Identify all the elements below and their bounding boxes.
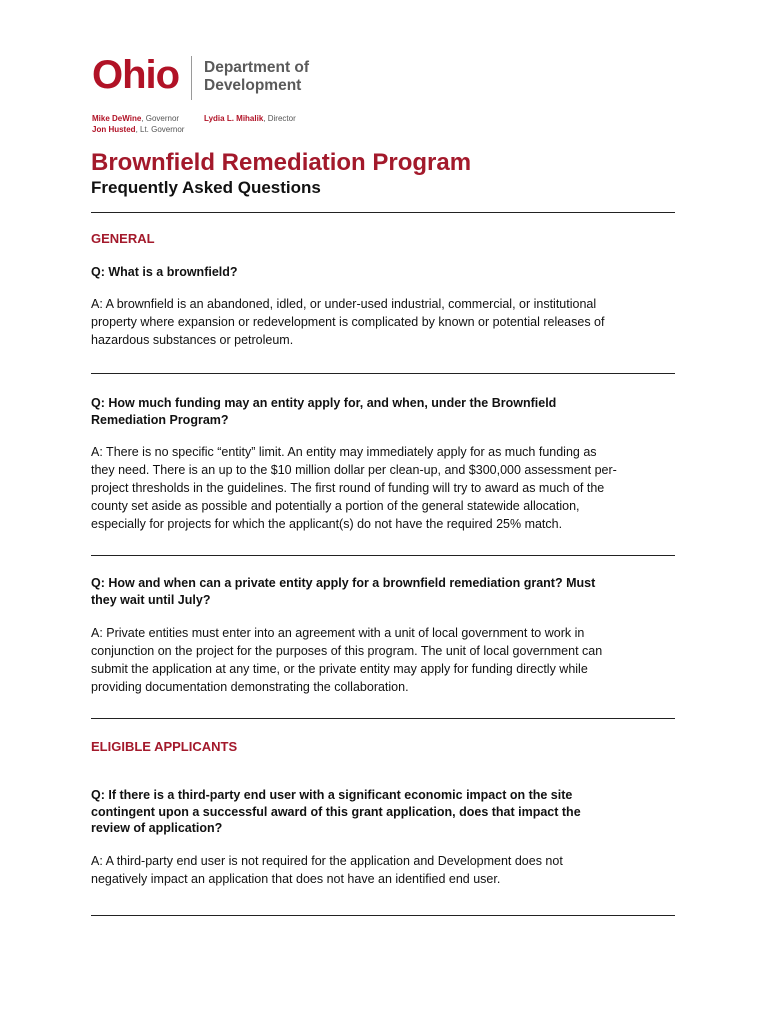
document-subtitle: Frequently Asked Questions xyxy=(91,178,321,197)
question-line: Q: How and when can a private entity apply for a brownfield remediation grant? Must xyxy=(91,576,596,590)
faq-question xyxy=(91,264,681,281)
answer-line: A: A third-party end user is not required for the application and Development does not xyxy=(91,854,563,868)
divider-rule xyxy=(91,212,675,213)
department-name xyxy=(204,59,384,95)
section-heading-eligible-applicants: ELIGIBLE APPLICANTS xyxy=(91,739,238,754)
question-line: review of application? xyxy=(91,821,223,835)
answer-line: A: There is no specific “entity” limit. An entity may immediately apply for as much funding as xyxy=(91,445,597,459)
answer-line: county set aside as possible and potentially a portion of the general statewide allocation, xyxy=(91,499,580,513)
answer-line: project thresholds in the guidelines. The first round of funding will try to award as much of the xyxy=(91,481,605,495)
answer-line: submit the application at any time, or the private entity may apply for funding directly while xyxy=(91,662,588,676)
director-title: , Director xyxy=(263,114,296,123)
answer-line: A: Private entities must enter into an agreement with a unit of local government to work in xyxy=(91,626,585,640)
lt-governor-name: Jon Husted xyxy=(92,125,136,134)
faq-question xyxy=(91,575,681,608)
department-name-line-1: Department of xyxy=(204,59,310,76)
answer-line: property where expansion or redevelopment is complicated by known or potential releases of xyxy=(91,315,605,329)
answer-line: hazardous substances or petroleum. xyxy=(91,333,294,347)
question-line: Q: How much funding may an entity apply for, and when, under the Brownfield xyxy=(91,396,557,410)
director-line xyxy=(204,113,296,124)
divider-rule xyxy=(91,373,675,374)
faq-answer xyxy=(91,852,681,888)
answer-line: negatively impact an application that does not have an identified end user. xyxy=(91,872,501,886)
ohio-logo-wordmark: Ohio xyxy=(92,53,180,97)
faq-question xyxy=(91,395,681,428)
answer-line: especially for projects for which the applicant(s) do not have the required 25% match. xyxy=(91,517,563,531)
answer-line: they need. There is an up to the $10 million dollar per clean-up, and $300,000 assessment per- xyxy=(91,463,617,477)
ohio-development-logo xyxy=(92,52,392,142)
answer-line: A: A brownfield is an abandoned, idled, or under-used industrial, commercial, or institutional xyxy=(91,297,597,311)
governor-line xyxy=(92,113,184,124)
answer-line: conjunction on the project for the purposes of this program. The unit of local government can xyxy=(91,644,603,658)
faq-answer xyxy=(91,624,681,696)
faq-question xyxy=(91,787,681,837)
director-name: Lydia L. Mihalik xyxy=(204,114,264,123)
question-line: Remediation Program? xyxy=(91,412,229,427)
department-name-line-2: Development xyxy=(204,77,302,94)
faq-answer xyxy=(91,295,681,349)
question-line: contingent upon a successful award of this grant application, does that impact the xyxy=(91,804,581,819)
divider-rule xyxy=(91,718,675,719)
state-officials xyxy=(92,113,184,135)
lt-governor-title: , Lt. Governor xyxy=(135,125,185,134)
document-title: Brownfield Remediation Program xyxy=(91,149,472,176)
question-line: they wait until July? xyxy=(91,592,211,607)
divider-rule xyxy=(91,915,675,916)
section-heading-general: GENERAL xyxy=(91,231,155,246)
faq-answer xyxy=(91,443,681,533)
lt-governor-line xyxy=(92,124,184,135)
answer-line: providing documentation demonstrating the collaboration. xyxy=(91,680,409,694)
divider-rule xyxy=(91,555,675,556)
question-line: Q: What is a brownfield? xyxy=(91,265,238,279)
question-line: Q: If there is a third-party end user with a significant economic impact on the site xyxy=(91,788,573,802)
governor-name: Mike DeWine xyxy=(92,114,142,123)
logo-divider xyxy=(191,56,192,100)
governor-title: , Governor xyxy=(141,114,180,123)
